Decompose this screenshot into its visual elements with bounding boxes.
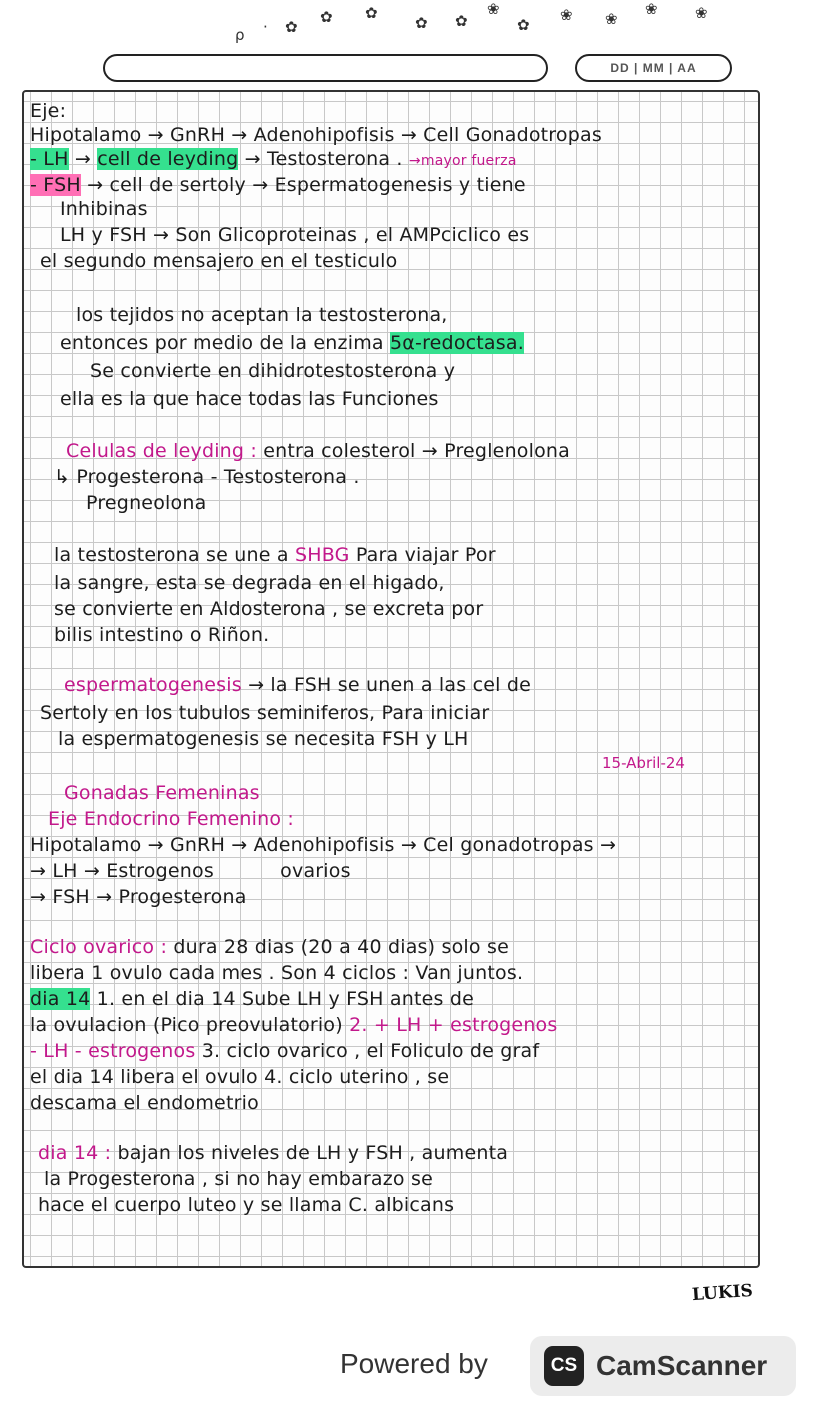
note-line: Eje:	[30, 100, 67, 122]
flower-icon: ❀	[605, 10, 618, 28]
lh-cell: cell de leyding	[97, 148, 239, 170]
flower-doodles	[225, 0, 745, 46]
note-line	[38, 1142, 508, 1164]
flower-icon: ❀	[695, 4, 708, 22]
powered-by-text: Powered by	[340, 1348, 488, 1379]
note-line	[30, 1014, 557, 1036]
lh-note: →mayor fuerza	[408, 153, 517, 169]
note-line: hace el cuerpo luteo y se llama C. albicans	[38, 1194, 455, 1216]
dia-rest: 1. en el dia 14 Sube LH y FSH antes de	[96, 988, 475, 1010]
note-line	[64, 674, 531, 696]
note-line: el segundo mensajero en el testiculo	[40, 250, 398, 272]
testosterona-text: la testosterona se une a	[54, 544, 289, 566]
shbg-label: SHBG	[295, 544, 350, 566]
signature: LUKIS	[691, 1280, 754, 1306]
note-line: el dia 14 libera el ovulo 4. ciclo uterino , se	[30, 1066, 450, 1088]
date-field: DD | MM | AA	[575, 54, 732, 82]
flower-icon: ·	[263, 18, 268, 36]
camscanner-badge	[530, 1336, 796, 1396]
note-line	[30, 148, 517, 172]
lh-estrogenos: → LH → Estrogenos	[30, 860, 214, 882]
viajar-text: Para viajar Por	[355, 544, 496, 566]
ovulacion-tail: 2. + LH + estrogenos	[349, 1014, 558, 1036]
note-line: Hipotalamo → GnRH → Adenohipofisis → Cell Gonadotropas	[30, 124, 602, 146]
esperm-heading: espermatogenesis	[64, 674, 242, 696]
note-line	[30, 860, 351, 882]
lh-label: - LH	[30, 148, 69, 170]
flower-icon: ✿	[415, 14, 428, 32]
ovulacion-text: la ovulacion (Pico preovulatorio)	[30, 1014, 343, 1036]
note-line: Inhibinas	[60, 198, 148, 220]
title-field	[103, 54, 548, 82]
note-line	[30, 1040, 539, 1062]
esperm-rest: → la FSH se unen a las cel de	[248, 674, 531, 696]
flower-icon: ρ	[235, 26, 245, 44]
flower-icon: ✿	[320, 8, 333, 26]
ciclo-label: Ciclo ovarico :	[30, 936, 168, 958]
camscanner-logo-icon: CS	[544, 1346, 584, 1386]
note-line: Sertoly en los tubulos seminiferos, Para iniciar	[40, 702, 490, 724]
note-line: la sangre, esta se degrada en el higado,	[54, 572, 445, 594]
note-line	[30, 936, 509, 958]
flower-icon: ❀	[645, 0, 658, 18]
note-line	[30, 174, 526, 196]
note-line: los tejidos no aceptan la testosterona,	[76, 304, 448, 326]
menos-rest: 3. ciclo ovarico , el Foliculo de graf	[201, 1040, 540, 1062]
section-heading: Gonadas Femeninas	[64, 782, 260, 804]
camscanner-watermark	[0, 1334, 828, 1394]
flower-icon: ✿	[517, 16, 530, 34]
note-line	[30, 988, 474, 1010]
note-line: la Progesterona , si no hay embarazo se	[44, 1168, 433, 1190]
note-line: la espermatogenesis se necesita FSH y LH	[58, 728, 469, 750]
note-line: LH y FSH → Son Glicoproteinas , el AMPciclico es	[60, 224, 530, 246]
notebook-page	[22, 90, 760, 1268]
fsh-label: - FSH	[30, 174, 81, 196]
note-line: libera 1 ovulo cada mes . Son 4 ciclos : Van juntos.	[30, 962, 524, 984]
leyding-heading: Celulas de leyding :	[66, 440, 258, 462]
fsh-rest: → cell de sertoly → Espermatogenesis y tiene	[87, 174, 526, 196]
note-line: descama el endometrio	[30, 1092, 259, 1114]
section-heading: Eje Endocrino Femenino :	[48, 808, 294, 830]
ovarios-label: ovarios	[280, 860, 351, 882]
flower-icon: ❀	[560, 6, 573, 24]
dia14-rest: bajan los niveles de LH y FSH , aumenta	[117, 1142, 509, 1164]
dia14-label: dia 14 :	[38, 1142, 112, 1164]
note-line: bilis intestino o Riñon.	[54, 624, 270, 646]
note-line	[60, 332, 524, 354]
menos-text: - LH - estrogenos	[30, 1040, 196, 1062]
enzima-highlight: 5α-redoctasa.	[390, 332, 524, 354]
flower-icon: ❀	[487, 0, 500, 18]
dia-label: dia 14	[30, 988, 91, 1010]
lh-arrow: →	[74, 148, 91, 170]
note-line	[66, 440, 570, 462]
camscanner-name: CamScanner	[596, 1350, 768, 1381]
note-line: → FSH → Progesterona	[30, 886, 247, 908]
note-line: ↳ Progesterona - Testosterona .	[54, 466, 360, 488]
ciclo-rest: dura 28 dias (20 a 40 dias) solo se	[173, 936, 509, 958]
note-line: Hipotalamo → GnRH → Adenohipofisis → Cel gonadotropas →	[30, 834, 617, 856]
entonces-text: entonces por medio de la enzima	[60, 332, 384, 354]
leyding-rest: entra colesterol → Preglenolona	[263, 440, 571, 462]
lh-rest: → Testosterona .	[244, 148, 403, 170]
note-line: Se convierte en dihidrotestosterona y	[90, 360, 456, 382]
note-line	[54, 544, 496, 566]
note-line: se convierte en Aldosterona , se excreta por	[54, 598, 484, 620]
flower-icon: ✿	[365, 4, 378, 22]
flower-icon: ✿	[285, 18, 298, 36]
note-line: ella es la que hace todas las Funciones	[60, 388, 439, 410]
flower-icon: ✿	[455, 12, 468, 30]
note-line: Pregneolona	[86, 492, 207, 514]
date-note: 15-Abril-24	[602, 754, 685, 772]
